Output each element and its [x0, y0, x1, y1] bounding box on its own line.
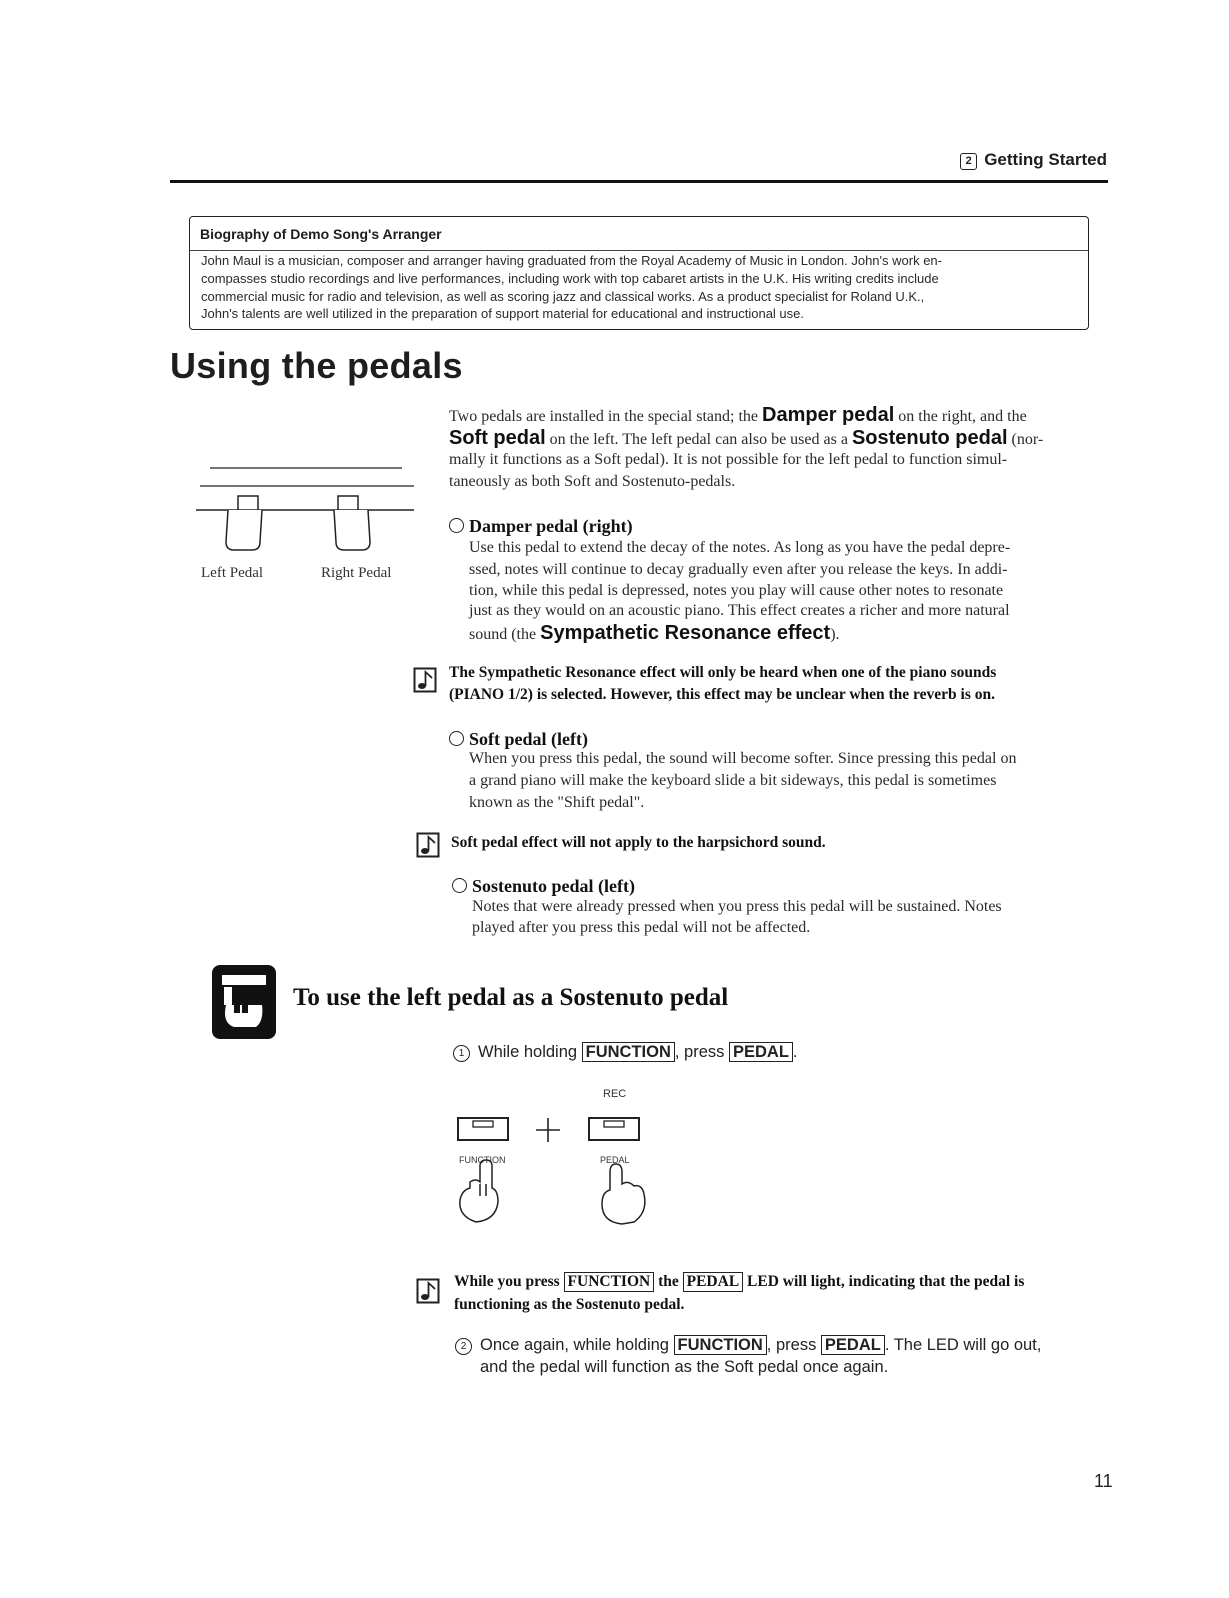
rec-label: REC — [603, 1088, 627, 1100]
pointing-hand-icon — [602, 1164, 645, 1224]
intro-line: Two pedals are installed in the special stand; the Damper pedal on the right, and the — [449, 404, 1027, 426]
intro-line: Soft pedal on the left. The left pedal can also be used as a Sostenuto pedal (nor- — [449, 427, 1044, 449]
soft-heading: Soft pedal (left) — [449, 729, 588, 750]
sostenuto-heading: Sostenuto pedal (left) — [452, 876, 635, 897]
damper-line: tion, while this pedal is depressed, notes you play will cause other notes to resonate — [469, 582, 1004, 599]
intro-line: taneously as both Soft and Sostenuto-pedals. — [449, 473, 736, 490]
damper-pedal-term: Damper pedal — [762, 404, 895, 426]
circle-bullet-icon — [452, 878, 467, 893]
damper-line: Use this pedal to extend the decay of the notes. As long as you have the pedal depre- — [469, 539, 1011, 556]
note-icon — [413, 667, 437, 693]
damper-line: sound (the Sympathetic Resonance effect). — [469, 622, 840, 644]
damper-line: ssed, notes will continue to decay gradually even after you release the keys. In addi- — [469, 561, 1008, 578]
damper-line: just as they would on an acoustic piano. This effect creates a richer and more natural — [469, 602, 1010, 619]
sympathetic-resonance-term: Sympathetic Resonance effect — [540, 622, 831, 644]
note-icon — [416, 832, 440, 858]
note-line: functioning as the Sostenuto pedal. — [454, 1296, 685, 1313]
step-2-continued: and the pedal will function as the Soft pedal once again. — [480, 1358, 889, 1376]
pedal-key: PEDAL — [729, 1042, 793, 1062]
note-line: While you press FUNCTION the PEDAL LED will light, indicating that the pedal is — [454, 1273, 1025, 1290]
step-2: 2 Once again, while holding FUNCTION , press PEDAL . The LED will go out, — [455, 1335, 1041, 1355]
note-icon — [416, 1278, 440, 1304]
circle-bullet-icon — [449, 731, 464, 746]
step-number: 1 — [453, 1045, 470, 1062]
pedal-key: PEDAL — [821, 1335, 885, 1355]
function-button-label: FUNCTION — [459, 1155, 506, 1165]
pointing-hand-icon — [460, 1160, 498, 1222]
damper-heading: Damper pedal (right) — [449, 516, 633, 537]
pedal-illustration — [196, 460, 418, 560]
sostenuto-line: Notes that were already pressed when you press this pedal will be sustained. Notes — [472, 898, 1002, 915]
sostenuto-line: played after you press this pedal will not be affected. — [472, 919, 811, 936]
left-pedal-icon — [226, 496, 262, 550]
intro-line: mally it functions as a Soft pedal). It is not possible for the left pedal to function simul- — [449, 451, 1008, 468]
pedal-key: PEDAL — [683, 1272, 744, 1292]
step-number: 2 — [455, 1338, 472, 1355]
button-illustration — [456, 1112, 656, 1232]
chapter-header — [960, 150, 1107, 170]
section-title: To use the left pedal as a Sostenuto pedal — [293, 984, 729, 1011]
circle-bullet-icon — [449, 518, 464, 533]
biography-line: John's talents are well utilized in the preparation of support material for educational and instructional use. — [201, 306, 804, 321]
biography-title: Biography of Demo Song's Arranger — [200, 226, 442, 242]
soft-pedal-term: Soft pedal — [449, 427, 546, 449]
note-line: Soft pedal effect will not apply to the harpsichord sound. — [451, 834, 826, 851]
function-button-icon — [458, 1118, 508, 1140]
chapter-title: Getting Started — [984, 150, 1107, 169]
page-title: Using the pedals — [170, 345, 463, 386]
page-number: 11 — [1094, 1471, 1113, 1491]
left-pedal-label: Left Pedal — [201, 565, 264, 581]
note-line: (PIANO 1/2) is selected. However, this effect may be unclear when the reverb is on. — [449, 686, 995, 703]
sostenuto-pedal-term: Sostenuto pedal — [851, 427, 1008, 449]
soft-line: When you press this pedal, the sound will become softer. Since pressing this pedal on — [469, 750, 1017, 767]
header-rule — [170, 180, 1108, 183]
soft-line: known as the "Shift pedal". — [469, 794, 645, 811]
step-1: 1 While holding FUNCTION , press PEDAL . — [453, 1042, 798, 1062]
biography-divider — [190, 250, 1088, 251]
right-pedal-icon — [334, 496, 370, 550]
function-key: FUNCTION — [582, 1042, 675, 1062]
right-pedal-label: Right Pedal — [321, 565, 392, 581]
pedal-button-label: PEDAL — [600, 1155, 630, 1165]
pedal-button-icon — [589, 1118, 639, 1140]
biography-line: compasses studio recordings and live performances, including work with top cabaret artists in the U.K. His writing credits include — [201, 271, 939, 286]
plus-icon — [536, 1118, 560, 1142]
biography-line: John Maul is a musician, composer and arranger having graduated from the Royal Academy of Music in London. John's work en- — [201, 253, 942, 268]
function-key: FUNCTION — [674, 1335, 767, 1355]
hand-press-icon — [212, 965, 276, 1039]
function-key: FUNCTION — [564, 1272, 655, 1292]
soft-line: a grand piano will make the keyboard slide a bit sideways, this pedal is sometimes — [469, 772, 997, 789]
note-line: The Sympathetic Resonance effect will only be heard when one of the piano sounds — [449, 664, 997, 681]
chapter-number: 2 — [960, 153, 977, 170]
biography-line: commercial music for radio and television, as well as scoring jazz and classical works. As a product specialist for Roland U.K., — [201, 289, 925, 304]
